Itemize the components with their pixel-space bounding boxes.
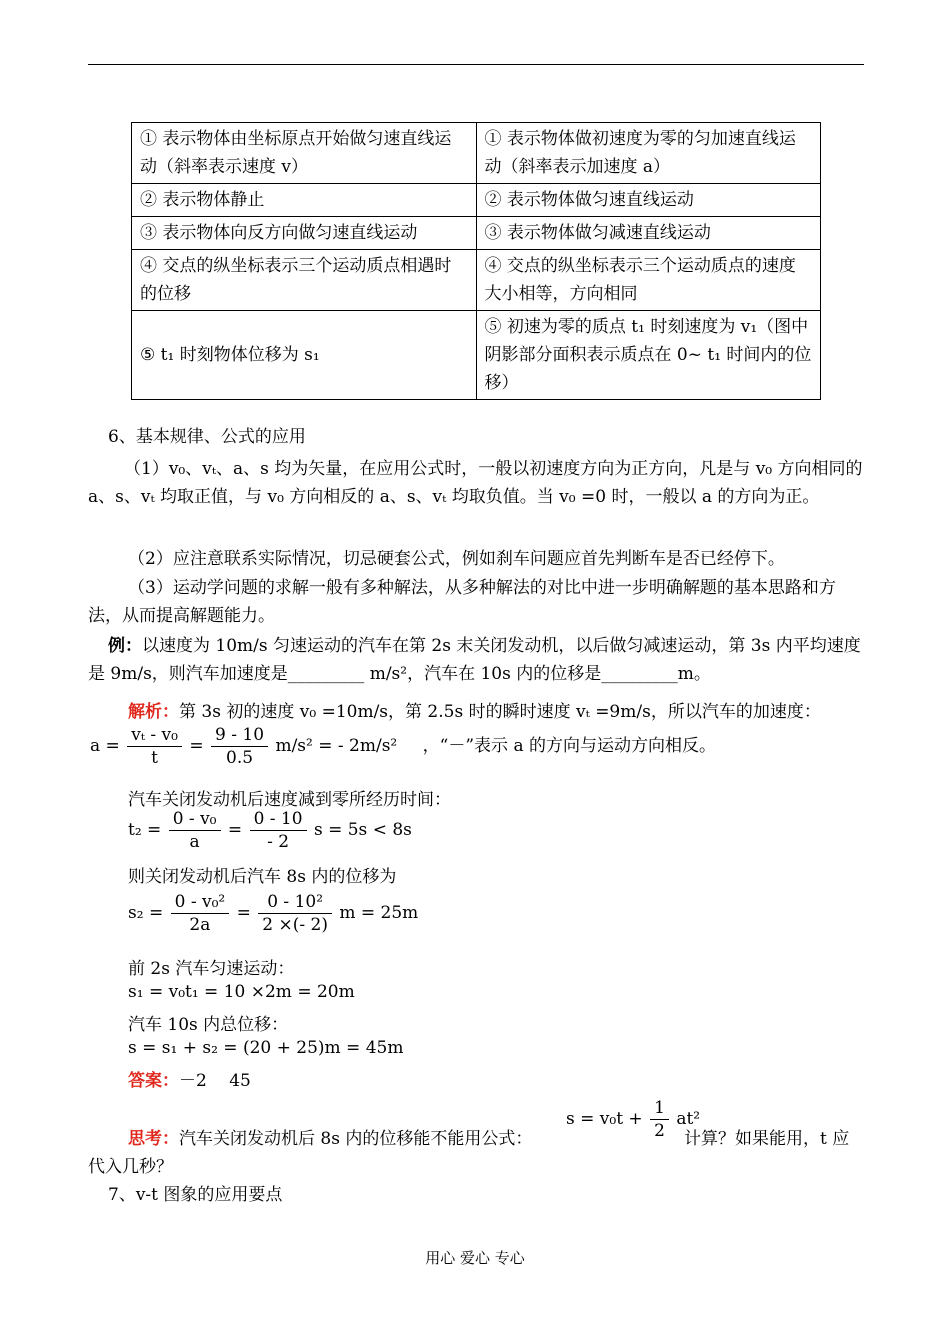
solution-line-3: 则关闭发动机后汽车 8s 内的位移为 <box>128 867 397 887</box>
table-row <box>132 123 821 184</box>
fraction <box>127 724 182 769</box>
table-cell: ⑤ t₁ 时刻物体位移为 s₁ <box>132 311 477 400</box>
fraction <box>258 891 332 936</box>
table-row <box>132 217 821 250</box>
fraction-denominator: t <box>151 748 159 768</box>
solution-line-5: 汽车 10s 内总位移： <box>128 1015 289 1035</box>
example-text: 以速度为 10m/s 匀速运动的汽车在第 2s 末关闭发动机，以后做匀减速运动，第 3s 内平均速度是 9m/s，则汽车加速度是_________ m/s²，汽车在 10s 内的位移是_________m。 <box>88 636 861 684</box>
table-cell: ④ 交点的纵坐标表示三个运动质点相遇时的位移 <box>132 250 477 311</box>
s1-formula: s₁ = v₀t₁ = 10 ×2m = 20m <box>128 982 355 1002</box>
table-row <box>132 184 821 217</box>
header-rule <box>88 64 864 65</box>
s2-formula <box>128 891 418 936</box>
paragraph-methods: （3）运动学问题的求解一般有多种解法，从多种解法的对比中进一步明确解题的基本思路和方法，从而提高解题能力。 <box>88 578 836 626</box>
fraction-numerator: vₜ - v₀ <box>127 724 182 747</box>
fraction-denominator: 2a <box>189 915 211 935</box>
section-7-heading: 7、v-t 图象的应用要点 <box>108 1185 283 1205</box>
table-cell: ② 表示物体做匀速直线运动 <box>476 184 821 217</box>
answer-label: 答案： <box>128 1071 179 1091</box>
table-cell: ④ 交点的纵坐标表示三个运动质点的速度大小相等，方向相同 <box>476 250 821 311</box>
t2-formula <box>128 808 412 853</box>
example-label: 例： <box>108 636 142 656</box>
table-row <box>132 311 821 400</box>
table-cell: ③ 表示物体做匀减速直线运动 <box>476 217 821 250</box>
formula-term: a = <box>90 736 120 756</box>
formula-term: t₂ = <box>128 820 162 840</box>
formula-term: = <box>227 820 243 840</box>
formula-term: s₂ = <box>128 903 164 923</box>
formula-term: = <box>236 903 251 923</box>
table-cell: ① 表示物体做初速度为零的匀加速直线运动（斜率表示加速度 a） <box>476 123 821 184</box>
think-label: 思考： <box>128 1129 179 1149</box>
table-row <box>132 250 821 311</box>
solution-line-4: 前 2s 汽车匀速运动： <box>128 959 295 979</box>
solution-text: 第 3s 初的速度 v₀ =10m/s，第 2.5s 时的瞬时速度 vₜ =9m/s，所以汽车的加速度： <box>179 702 821 722</box>
accel-formula <box>90 724 716 769</box>
formula-term: = <box>189 736 204 756</box>
fraction-numerator: 0 - 10² <box>258 891 332 914</box>
fraction-numerator: 9 - 10 <box>211 724 268 747</box>
fraction-numerator: 0 - v₀ <box>169 808 221 831</box>
answer-value: －2 45 <box>179 1071 251 1091</box>
formula-term: at² <box>676 1109 701 1129</box>
solution-label: 解析： <box>128 702 179 722</box>
paragraph-practical: （2）应注意联系实际情况，切忌硬套公式，例如刹车问题应首先判断车是否已经停下。 <box>128 549 785 569</box>
fraction <box>171 891 230 936</box>
table-cell: ② 表示物体静止 <box>132 184 477 217</box>
table-cell: ⑤ 初速为零的质点 t₁ 时刻速度为 v₁（图中阴影部分面积表示质点在 0~ t₁ 时间内的位移） <box>476 311 821 400</box>
formula-note: ，“－”表示 a 的方向与运动方向相反。 <box>422 736 716 756</box>
fraction-denominator: - 2 <box>267 832 290 852</box>
table-cell: ① 表示物体由坐标原点开始做匀速直线运动（斜率表示速度 v） <box>132 123 477 184</box>
s-total-formula: s = s₁ + s₂ = (20 + 25)m = 45m <box>128 1038 404 1058</box>
example-paragraph <box>88 632 863 688</box>
formula-term: s = v₀t + <box>566 1109 643 1129</box>
fraction-denominator: 2 ×(- 2) <box>262 915 328 935</box>
formula-term: m/s² = - 2m/s² <box>275 736 398 756</box>
fraction-numerator: 1 <box>650 1097 669 1120</box>
table-cell: ③ 表示物体向反方向做匀速直线运动 <box>132 217 477 250</box>
fraction <box>250 808 307 853</box>
fraction-denominator: a <box>189 832 200 852</box>
fraction-denominator: 2 <box>654 1121 665 1141</box>
formula-term: m = 25m <box>339 903 419 923</box>
page-footer: 用心 爱心 专心 <box>425 1249 525 1267</box>
fraction-denominator: 0.5 <box>226 748 254 768</box>
think-continuation: 计算？如果能用，t 应代入几秒？ <box>88 1129 850 1177</box>
solution-line-1 <box>128 698 821 726</box>
fraction <box>169 808 221 853</box>
solution-line-2: 汽车关闭发动机后速度减到零所经历时间： <box>128 790 451 810</box>
comparison-table <box>131 122 821 400</box>
fraction <box>211 724 268 769</box>
fraction-numerator: 0 - 10 <box>250 808 307 831</box>
answer-line <box>128 1067 251 1095</box>
formula-term: s = 5s < 8s <box>313 820 412 840</box>
think-text: 汽车关闭发动机后 8s 内的位移能不能用公式： <box>179 1129 533 1149</box>
fraction-numerator: 0 - v₀² <box>171 891 230 914</box>
section-6-heading: 6、基本规律、公式的应用 <box>108 427 306 447</box>
paragraph-vectors: （1）v₀、vₜ、a、s 均为矢量，在应用公式时，一般以初速度方向为正方向，凡是与 v₀ 方向相同的 a、s、vₜ 均取正值，与 v₀ 方向相反的 a、s、vₜ 均取负值。当 v₀ =0 时，一般以 a 的方向为正。 <box>88 459 863 507</box>
